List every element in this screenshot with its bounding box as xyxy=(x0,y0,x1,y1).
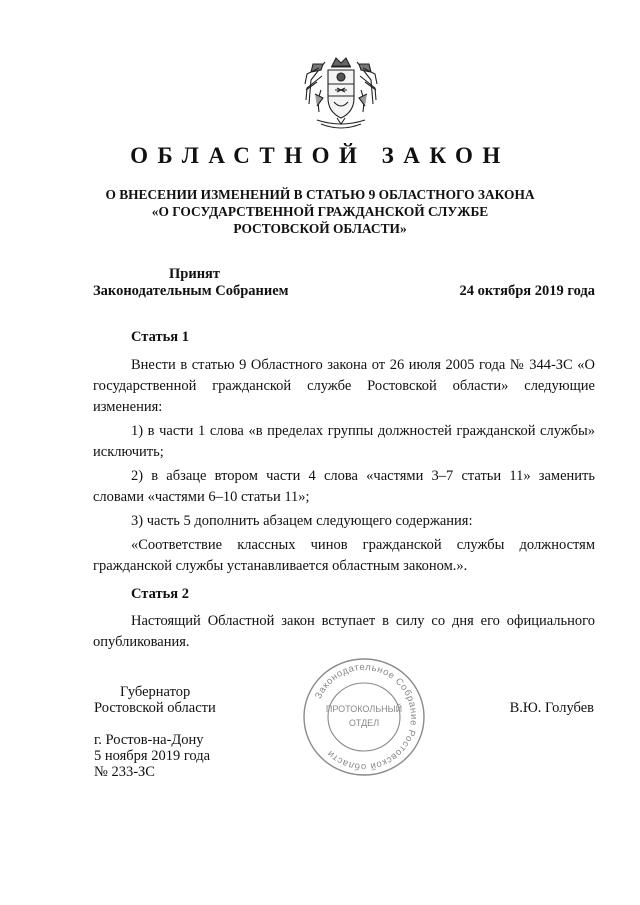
stamp-ring-text: Законодательное Собрание Ростовской области xyxy=(313,661,420,773)
article-paragraph: «Соответствие классных чинов гражданской службы должностям гражданской службы устанавливается областным законом.». xyxy=(93,537,595,574)
article-paragraph: 1) в части 1 слова «в пределах группы должностей гражданской службы» исключить; xyxy=(93,423,595,460)
footer-city: г. Ростов-на-Дону xyxy=(94,732,204,748)
stamp-inner-line1: ПРОТОКОЛЬНЫЙ xyxy=(325,704,403,714)
governor-position-line1: Губернатор xyxy=(120,684,191,700)
subtitle-line: О ВНЕСЕНИИ ИЗМЕНЕНИЙ В СТАТЬЮ 9 ОБЛАСТНОГО ЗАКОНА xyxy=(105,187,535,202)
adopted-label: Принят xyxy=(169,266,221,282)
document-subtitle xyxy=(80,186,560,237)
stamp-inner-line2: ОТДЕЛ xyxy=(348,718,380,728)
adoption-body xyxy=(93,266,289,300)
seal-stamp-icon xyxy=(300,655,428,779)
adopted-by-label: Законодательным Собранием xyxy=(93,283,289,299)
article-paragraph: Настоящий Областной закон вступает в силу со дня его официального опубликования. xyxy=(93,613,595,650)
article-2-body xyxy=(93,611,595,653)
article-2-title: Статья 2 xyxy=(131,586,189,602)
article-1-body xyxy=(93,355,595,577)
footer-date: 5 ноября 2019 года xyxy=(94,748,211,764)
coat-of-arms-emblem-icon xyxy=(301,54,381,136)
document-title: ОБЛАСТНОЙ ЗАКОН xyxy=(130,143,510,168)
subtitle-line: «О ГОСУДАРСТВЕННОЙ ГРАЖДАНСКОЙ СЛУЖБЕ xyxy=(151,204,489,219)
governor-name: В.Ю. Голубев xyxy=(509,700,594,716)
article-paragraph: 2) в абзаце втором части 4 слова «частями 3–7 статьи 11» заменить словами «частями 6–10 статьи 11»; xyxy=(93,468,595,505)
subtitle-line: РОСТОВСКОЙ ОБЛАСТИ» xyxy=(233,221,407,236)
governor-position-line2: Ростовской области xyxy=(94,700,216,716)
article-1-title: Статья 1 xyxy=(131,329,189,345)
article-paragraph: 3) часть 5 дополнить абзацем следующего содержания: xyxy=(131,513,473,529)
adoption-date: 24 октября 2019 года xyxy=(459,283,595,299)
article-paragraph: Внести в статью 9 Областного закона от 26 июля 2005 года № 344-ЗС «О государственной гражданской службе Ростовской области» следующие изменения: xyxy=(93,357,595,415)
footer-number: № 233-ЗС xyxy=(94,764,155,780)
